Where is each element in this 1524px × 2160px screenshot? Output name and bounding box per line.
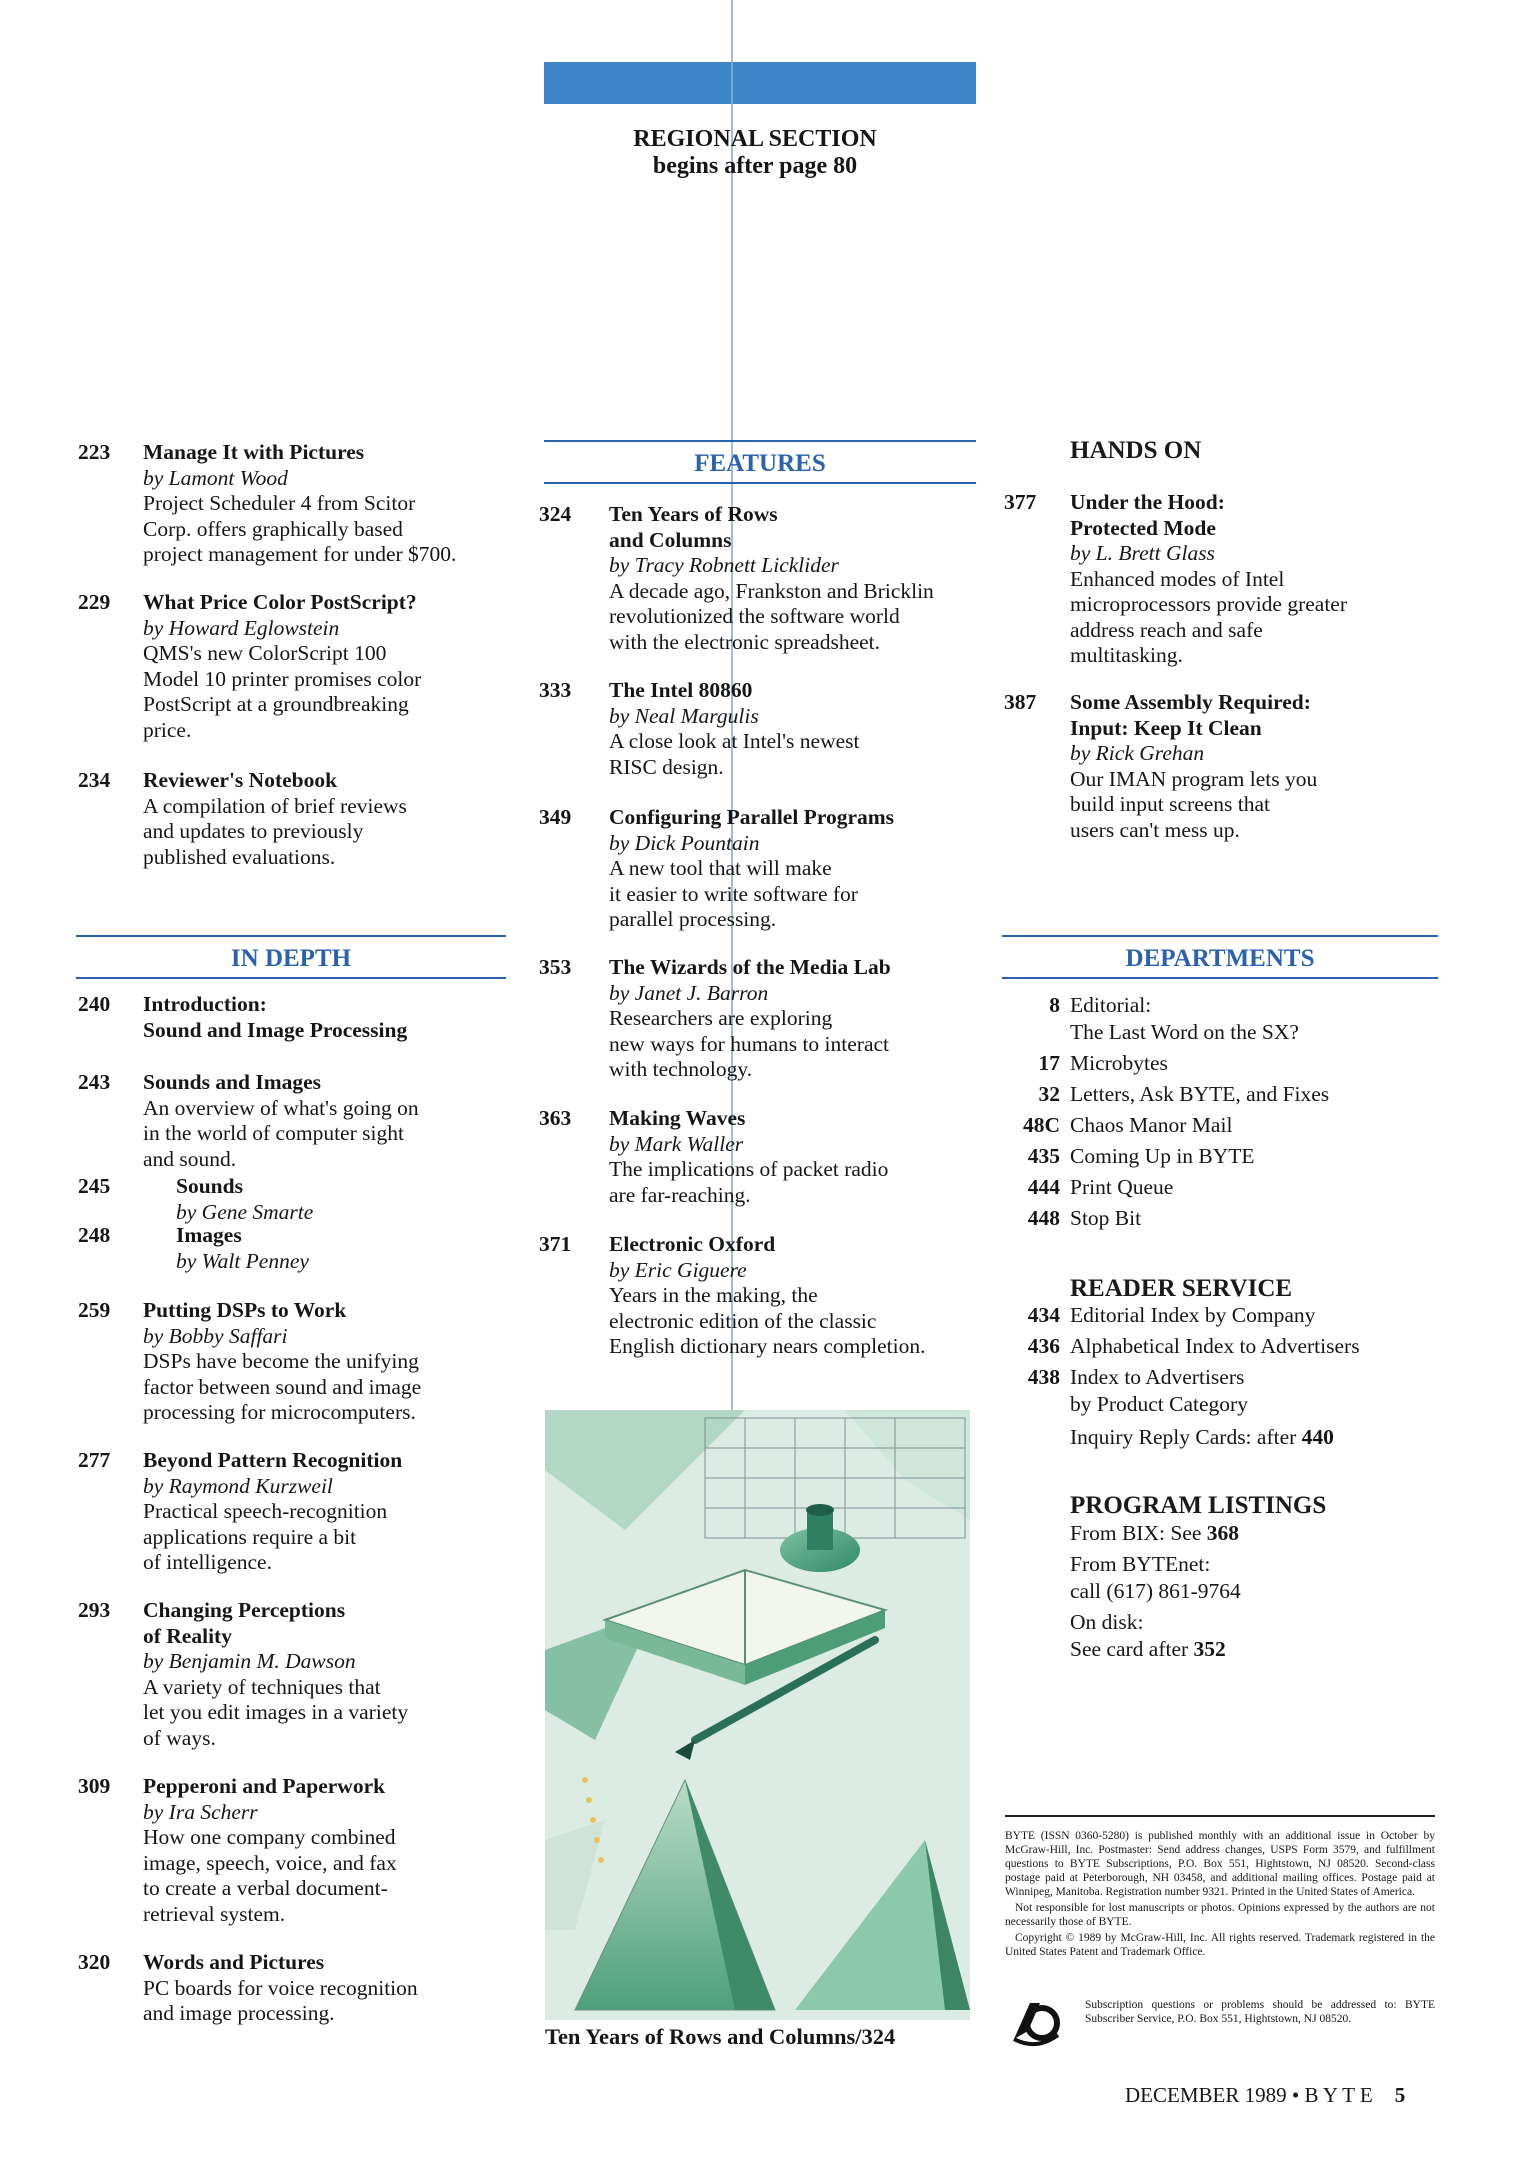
department-label: [1070, 1205, 1450, 1232]
article-title: Sounds: [176, 1174, 243, 1198]
article-description: revolutionized the software world: [609, 604, 900, 628]
inquiry-text: Inquiry Reply Cards: after: [1070, 1425, 1302, 1449]
department-label-line: Editorial:: [1070, 993, 1152, 1017]
article-title: Sounds and Images: [143, 1070, 322, 1094]
article-description: microprocessors provide greater: [1070, 592, 1348, 616]
article-title: What Price Color PostScript?: [143, 590, 417, 614]
article-description: users can't mess up.: [1070, 817, 1240, 842]
entry-body: [609, 805, 979, 933]
entry-body: [143, 1950, 518, 2027]
page-number-label: 349: [539, 805, 572, 829]
department-label-line: Print Queue: [1070, 1175, 1174, 1199]
article-description: of intelligence.: [143, 1550, 272, 1574]
entry-body: [609, 1232, 979, 1360]
article-description: A compilation of brief reviews: [143, 793, 407, 818]
page-number-label: 353: [539, 955, 572, 979]
hands-on-header: HANDS ON: [1070, 437, 1202, 464]
article-title: Pepperoni and Paperwork: [143, 1774, 386, 1798]
article-title: Putting DSPs to Work: [143, 1298, 347, 1322]
department-label-line: Letters, Ask BYTE, and Fixes: [1070, 1082, 1330, 1106]
article-description: and updates to previously: [143, 819, 364, 843]
pubinfo-paragraph-3: Copyright © 1989 by McGraw-Hill, Inc. All rights reserved. Trademark registered in the United States Patent and Trademark Office.: [1005, 1932, 1435, 1958]
page-number-label: 234: [78, 768, 111, 792]
article-description: let you edit images in a variety: [143, 1700, 409, 1724]
article-title: Making Waves: [609, 1106, 746, 1130]
article-description: published evaluations.: [143, 844, 336, 869]
entry-body: [143, 440, 498, 568]
inquiry-reply-cards: [1070, 1424, 1334, 1451]
article-title: Changing Perceptions: [143, 1598, 346, 1622]
department-label: [1070, 1364, 1450, 1418]
entry-body: [176, 1174, 518, 1225]
article-author: by Lamont Wood: [143, 465, 288, 490]
article-description: Our IMAN program lets you: [1070, 766, 1318, 791]
entry-body: [609, 1106, 979, 1208]
regional-line-1: REGIONAL SECTION: [633, 126, 877, 152]
article-description: An overview of what's going on: [143, 1095, 419, 1120]
spreadsheet-illustration: [545, 1410, 970, 2020]
bix-text: From BIX: See: [1070, 1521, 1207, 1545]
page-number: 5: [1394, 2083, 1406, 2107]
article-author: by Walt Penney: [176, 1248, 309, 1273]
article-description: QMS's new ColorScript 100: [143, 641, 387, 665]
article-description: Corp. offers graphically based: [143, 516, 403, 541]
page-number-label: 8: [1049, 993, 1060, 1017]
article-description: RISC design.: [609, 754, 724, 779]
article-description: English dictionary nears completion.: [609, 1334, 926, 1358]
article-description: parallel processing.: [609, 907, 777, 931]
article-description: factor between sound and image: [143, 1374, 422, 1399]
article-description: to create a verbal document-: [143, 1876, 388, 1900]
bix-line: [1070, 1520, 1450, 1547]
page-number-label: 377: [1004, 490, 1037, 514]
page-number-label: 434: [1027, 1303, 1060, 1327]
article-title: The Wizards of the Media Lab: [609, 955, 891, 979]
reader-service-header: READER SERVICE: [1070, 1275, 1293, 1302]
entry-body: [143, 1598, 518, 1751]
article-title: Beyond Pattern Recognition: [143, 1448, 403, 1472]
page-number-label: 240: [78, 992, 111, 1016]
article-description: with the electronic spreadsheet.: [609, 629, 881, 654]
entry-body: [143, 992, 518, 1043]
article-description: A close look at Intel's newest: [609, 729, 860, 753]
article-title: Manage It with Pictures: [143, 440, 365, 464]
article-description: it easier to write software for: [609, 881, 858, 906]
article-description: Enhanced modes of Intel: [1070, 566, 1285, 591]
page-number-label: 229: [78, 590, 111, 614]
page-number-label: 245: [78, 1174, 111, 1198]
article-description: price.: [143, 717, 192, 742]
article-description: PC boards for voice recognition: [143, 1975, 418, 2000]
article-description: Model 10 printer promises color: [143, 666, 422, 691]
article-title: Sound and Image Processing: [143, 1017, 408, 1042]
article-title: Images: [176, 1223, 242, 1247]
disk-text: See card after: [1070, 1637, 1194, 1661]
department-label: [1070, 1174, 1450, 1201]
department-label-line: Index to Advertisers: [1070, 1365, 1245, 1389]
department-label: [1070, 992, 1450, 1046]
entry-body: [143, 768, 498, 870]
article-author: by Tracy Robnett Licklider: [609, 553, 839, 577]
article-title: Some Assembly Required:: [1070, 690, 1311, 714]
article-author: by Janet J. Barron: [609, 980, 769, 1005]
page-number-label: 435: [1027, 1144, 1060, 1168]
page-number-label: 333: [539, 678, 572, 702]
entry-body: [143, 1774, 518, 1927]
disk-line: On disk:: [1070, 1610, 1144, 1634]
article-author: by Mark Waller: [609, 1131, 744, 1156]
page-number-label: 320: [78, 1950, 111, 1974]
article-description: PostScript at a groundbreaking: [143, 692, 409, 716]
subscription-info: Subscription questions or problems should be addressed to: BYTE Subscriber Service, P.O. Box 551, Hightstown, NJ 08520.: [1085, 1999, 1435, 2025]
page-number-label: 32: [1038, 1082, 1060, 1106]
byte-logo-icon: [1010, 1995, 1062, 2047]
department-label-line: Microbytes: [1070, 1051, 1168, 1075]
entry-body: [143, 1448, 518, 1576]
entry-body: [609, 678, 979, 780]
department-label-line: Coming Up in BYTE: [1070, 1144, 1255, 1168]
article-description: Researchers are exploring: [609, 1006, 833, 1030]
article-author: by Rick Grehan: [1070, 741, 1205, 765]
department-label-line: Alphabetical Index to Advertisers: [1070, 1334, 1360, 1358]
article-description: DSPs have become the unifying: [143, 1349, 419, 1373]
article-author: by Ira Scherr: [143, 1799, 258, 1824]
article-title: Electronic Oxford: [609, 1232, 776, 1256]
entry-body: [1070, 690, 1444, 843]
bytenet-phone: call (617) 861-9764: [1070, 1579, 1241, 1603]
article-author: by Neal Margulis: [609, 703, 759, 728]
page-number-label: 324: [539, 502, 572, 526]
page-number-label: 259: [78, 1298, 111, 1322]
article-description: electronic edition of the classic: [609, 1308, 877, 1333]
disk-page: 352: [1193, 1637, 1226, 1661]
pubinfo-paragraph-1: BYTE (ISSN 0360-5280) is published monthly with an additional issue in October by McGraw-Hill, Inc. Postmaster: Send address changes, USPS Form 3579, and fulfillment questions to BYTE Subscriptions, P.O. Box 551, Hightstown, NJ 08520. Second-class postage paid at Peterborough, NH 03458, and additional mailing offices. Postage paid at Winnipeg, Manitoba. Registration number 9321. Printed in the United States of America.: [1005, 1830, 1435, 1898]
entry-body: [143, 1298, 518, 1426]
pubinfo-paragraph-2: Not responsible for lost manuscripts or photos. Opinions expressed by the authors are not necessarily those of BYTE.: [1005, 1902, 1435, 1928]
page-number-label: 444: [1027, 1175, 1060, 1199]
departments-header: DEPARTMENTS: [1002, 935, 1438, 979]
article-description: new ways for humans to interact: [609, 1031, 890, 1056]
page-number-label: 243: [78, 1070, 111, 1094]
page-number-label: 448: [1027, 1206, 1060, 1230]
article-description: retrieval system.: [143, 1901, 286, 1926]
disk-card-line: [1070, 1636, 1450, 1663]
article-description: build input screens that: [1070, 792, 1271, 816]
department-label: [1070, 1302, 1450, 1329]
article-description: address reach and safe: [1070, 617, 1263, 642]
article-author: by Eric Giguere: [609, 1257, 747, 1282]
department-label-line: The Last Word on the SX?: [1070, 1020, 1299, 1044]
article-author: by Raymond Kurzweil: [143, 1473, 333, 1498]
article-description: Years in the making, the: [609, 1283, 818, 1307]
page-number-label: 371: [539, 1232, 572, 1256]
entry-body: [609, 955, 979, 1083]
article-author: by Bobby Saffari: [143, 1323, 288, 1348]
department-label: [1070, 1333, 1450, 1360]
article-author: by Dick Pountain: [609, 830, 760, 855]
entry-body: [609, 502, 979, 655]
publication-info: [1005, 1815, 1435, 1961]
bytenet-line: From BYTEnet:: [1070, 1552, 1211, 1576]
department-label-line: Chaos Manor Mail: [1070, 1113, 1233, 1137]
entry-body: [143, 590, 498, 743]
bix-page: 368: [1206, 1521, 1240, 1545]
article-title: Protected Mode: [1070, 515, 1216, 540]
article-title: Ten Years of Rows: [609, 502, 778, 526]
department-label-line: Stop Bit: [1070, 1206, 1142, 1230]
regional-section-note: [560, 126, 950, 180]
page-number-label: 436: [1027, 1334, 1060, 1358]
page-footer: [1125, 2083, 1405, 2108]
article-description: project management for under $700.: [143, 542, 457, 566]
article-title: and Columns: [609, 527, 732, 552]
article-description: in the world of computer sight: [143, 1121, 404, 1145]
page-number-label: 293: [78, 1598, 111, 1622]
article-description: processing for microcomputers.: [143, 1400, 416, 1424]
page-number-label: 363: [539, 1106, 572, 1130]
article-description: of ways.: [143, 1725, 216, 1750]
inquiry-page: 440: [1301, 1425, 1334, 1449]
illustration-art: [545, 1410, 970, 2020]
article-description: multitasking.: [1070, 643, 1183, 667]
article-description: are far-reaching.: [609, 1182, 751, 1207]
article-description: Practical speech-recognition: [143, 1499, 388, 1523]
article-author: by Howard Eglowstein: [143, 615, 340, 640]
article-description: How one company combined: [143, 1825, 396, 1849]
article-description: and sound.: [143, 1146, 237, 1171]
features-header: FEATURES: [544, 440, 976, 484]
article-author: by Gene Smarte: [176, 1199, 314, 1224]
in-depth-header: IN DEPTH: [76, 935, 506, 979]
department-label: [1070, 1143, 1450, 1170]
article-title: of Reality: [143, 1623, 232, 1648]
article-description: A variety of techniques that: [143, 1674, 381, 1699]
article-description: A decade ago, Frankston and Bricklin: [609, 578, 934, 603]
article-title: Input: Keep It Clean: [1070, 715, 1262, 740]
blue-header-bar: [544, 62, 976, 104]
department-label: [1070, 1112, 1450, 1139]
article-author: by L. Brett Glass: [1070, 541, 1215, 565]
page-number-label: 223: [78, 440, 111, 464]
regional-line-2: begins after page 80: [652, 153, 858, 179]
program-listings-header: PROGRAM LISTINGS: [1070, 1492, 1327, 1519]
article-description: and image processing.: [143, 2001, 335, 2025]
department-label: [1070, 1050, 1450, 1077]
department-label: [1070, 1081, 1450, 1108]
page-number-label: 309: [78, 1774, 111, 1798]
article-description: A new tool that will make: [609, 856, 832, 880]
article-title: Configuring Parallel Programs: [609, 805, 895, 829]
entry-body: [176, 1223, 518, 1274]
article-title: Reviewer's Notebook: [143, 768, 338, 792]
article-title: Words and Pictures: [143, 1950, 325, 1974]
page-number-label: 277: [78, 1448, 111, 1472]
page-number-label: 438: [1027, 1365, 1060, 1389]
department-label-line: by Product Category: [1070, 1392, 1248, 1416]
department-label-line: Editorial Index by Company: [1070, 1303, 1316, 1327]
article-author: by Benjamin M. Dawson: [143, 1649, 356, 1673]
page-number-label: 387: [1004, 690, 1037, 714]
entry-body: [143, 1070, 518, 1172]
article-title: Under the Hood:: [1070, 490, 1225, 514]
footer-issue: DECEMBER 1989 • B Y T E: [1125, 2083, 1373, 2107]
article-description: Project Scheduler 4 from Scitor: [143, 491, 416, 515]
article-title: The Intel 80860: [609, 678, 753, 702]
page-number-label: 248: [78, 1223, 111, 1247]
article-description: image, speech, voice, and fax: [143, 1850, 397, 1875]
article-description: with technology.: [609, 1057, 753, 1081]
article-description: applications require a bit: [143, 1524, 357, 1549]
article-description: The implications of packet radio: [609, 1157, 889, 1181]
program-listings: [1070, 1520, 1450, 1663]
figure-caption: Ten Years of Rows and Columns/324: [545, 2024, 896, 2049]
page-number-label: 48C: [1022, 1113, 1060, 1137]
article-title: Introduction:: [143, 992, 267, 1016]
page-number-label: 17: [1038, 1051, 1060, 1075]
entry-body: [1070, 490, 1444, 669]
